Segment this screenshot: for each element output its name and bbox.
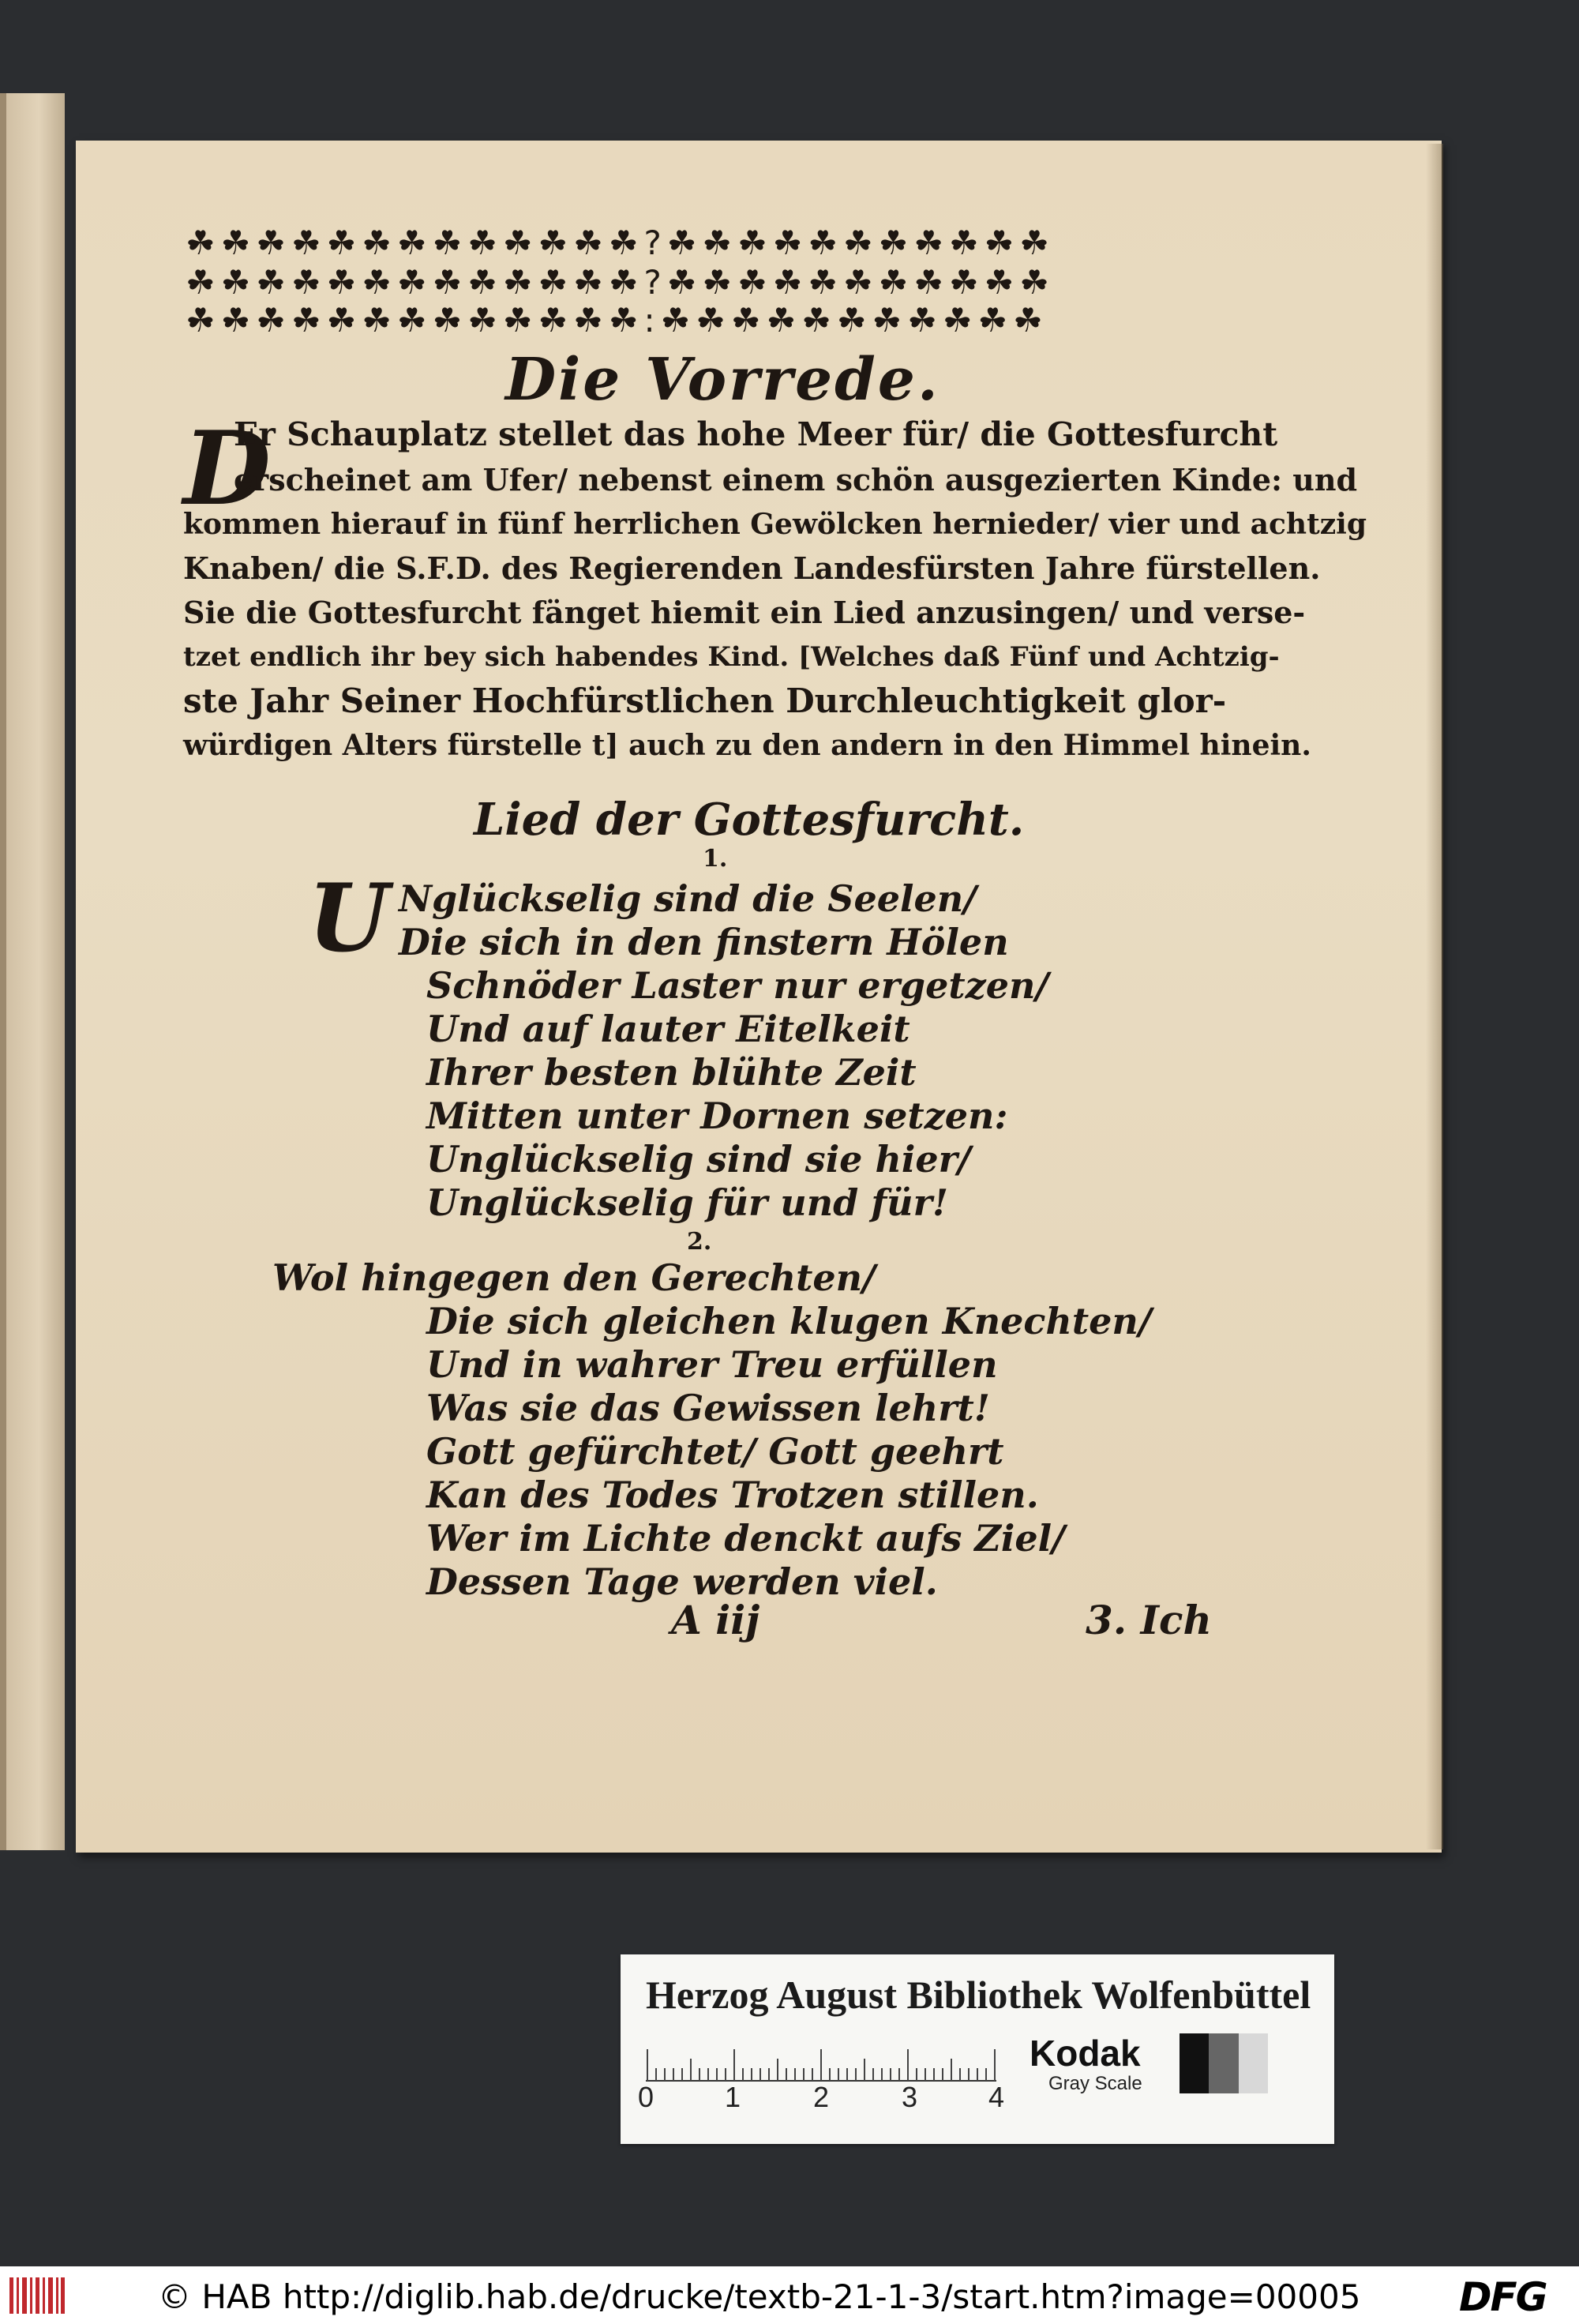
verse-line: Kan des Todes Trotzen stillen. [426, 1474, 1039, 1516]
preface-dropcap: D [183, 410, 271, 528]
verse-line: Die sich in den finstern Hölen [399, 921, 1009, 963]
dfg-logo: DFG [1459, 2274, 1547, 2320]
footer-copyright-link[interactable]: © HAB http://diglib.hab.de/drucke/textb-21-1-3/start.htm?image=00005 [158, 2277, 1361, 2316]
page-edge-shadow [1426, 144, 1443, 1849]
ornament-border-row: ☘☘☘☘☘☘☘☘☘☘☘☘☘?☘☘☘☘☘☘☘☘☘☘☘ [186, 263, 1055, 302]
preface-line: tzet endlich ihr bey sich habendes Kind. [Welches daß Fünf und Achtzig- [183, 641, 1280, 673]
footer-bar [0, 2266, 1579, 2324]
preface-line: Sie die Gottesfurcht fänget hiemit ein Lied anzusingen/ und verse- [183, 595, 1306, 630]
preface-line: ste Jahr Seiner Hochfürstlichen Durchleuchtigkeit glor- [183, 681, 1227, 720]
ruler-scale [646, 2035, 996, 2082]
scale-label: 3 [902, 2081, 918, 2113]
scale-label: 0 [638, 2081, 654, 2113]
preface-line: erscheinet am Ufer/ nebenst einem schön ausgezierten Kinde: und [234, 462, 1358, 497]
verse-line: Die sich gleichen klugen Knechten/ [426, 1300, 1152, 1342]
scale-label: 1 [725, 2081, 741, 2113]
gray-scale-label: Gray Scale [1048, 2073, 1142, 2094]
verse-line: Nglückselig sind die Seelen/ [399, 877, 977, 920]
verse-line: Und in wahrer Treu erfüllen [426, 1343, 998, 1386]
verse-line: Unglückselig für und für! [426, 1181, 949, 1224]
stanza-dropcap: U [308, 863, 389, 973]
song-title: Lied der Gottesfurcht. [474, 794, 1025, 846]
verse-line: Mitten unter Dornen setzen: [426, 1094, 1008, 1137]
left-page-edge [0, 93, 6, 1850]
verse-line: Wer im Lichte denckt aufs Ziel/ [426, 1517, 1065, 1560]
stanza-number: 2. [687, 1228, 712, 1256]
verse-line: Was sie das Gewissen lehrt! [426, 1387, 990, 1429]
verse-line: Gott gefürchtet/ Gott geehrt [426, 1430, 1004, 1473]
preface-line: Er Schauplatz stellet das hohe Meer für/ die Gottesfurcht [234, 415, 1278, 453]
verse-line: Schnöder Laster nur ergetzen/ [426, 964, 1049, 1007]
verse-line: Ihrer besten blühte Zeit [426, 1051, 917, 1094]
swatch-light [1239, 2033, 1268, 2093]
library-name: Herzog August Bibliothek Wolfenbüttel [646, 1973, 1311, 2017]
color-target-card [621, 1954, 1334, 2144]
verse-line: Wol hingegen den Gerechten/ [272, 1256, 876, 1299]
left-page-fragment [0, 93, 65, 1850]
preface-line: kommen hierauf in fünf herrlichen Gewölcken hernieder/ vier und achtzig [183, 508, 1367, 541]
barcode-icon [9, 2277, 65, 2314]
stanza-number: 1. [703, 845, 728, 873]
scale-label: 4 [988, 2081, 1005, 2113]
catchword: 3. Ich [1086, 1597, 1212, 1643]
preface-line: Knaben/ die S.F.D. des Regierenden Landesfürsten Jahre fürstellen. [183, 550, 1321, 586]
page-heading: Die Vorrede. [505, 346, 940, 414]
swatch-black [1180, 2033, 1209, 2093]
preface-line: würdigen Alters fürstelle t] auch zu den andern in den Himmel hinein. [183, 729, 1311, 762]
signature-mark: A iij [671, 1597, 760, 1643]
ornament-border-row: ☘☘☘☘☘☘☘☘☘☘☘☘☘:☘☘☘☘☘☘☘☘☘☘☘ [186, 301, 1048, 340]
ornament-border-row: ☘☘☘☘☘☘☘☘☘☘☘☘☘?☘☘☘☘☘☘☘☘☘☘☘ [186, 223, 1055, 262]
verse-line: Und auf lauter Eitelkeit [426, 1008, 910, 1050]
verse-line: Dessen Tage werden viel. [426, 1560, 938, 1603]
verse-line: Unglückselig sind sie hier/ [426, 1138, 971, 1181]
scale-label: 2 [813, 2081, 830, 2113]
kodak-logo: Kodak [1030, 2033, 1141, 2074]
swatch-gray [1209, 2033, 1238, 2093]
gray-swatch [1180, 2033, 1268, 2093]
